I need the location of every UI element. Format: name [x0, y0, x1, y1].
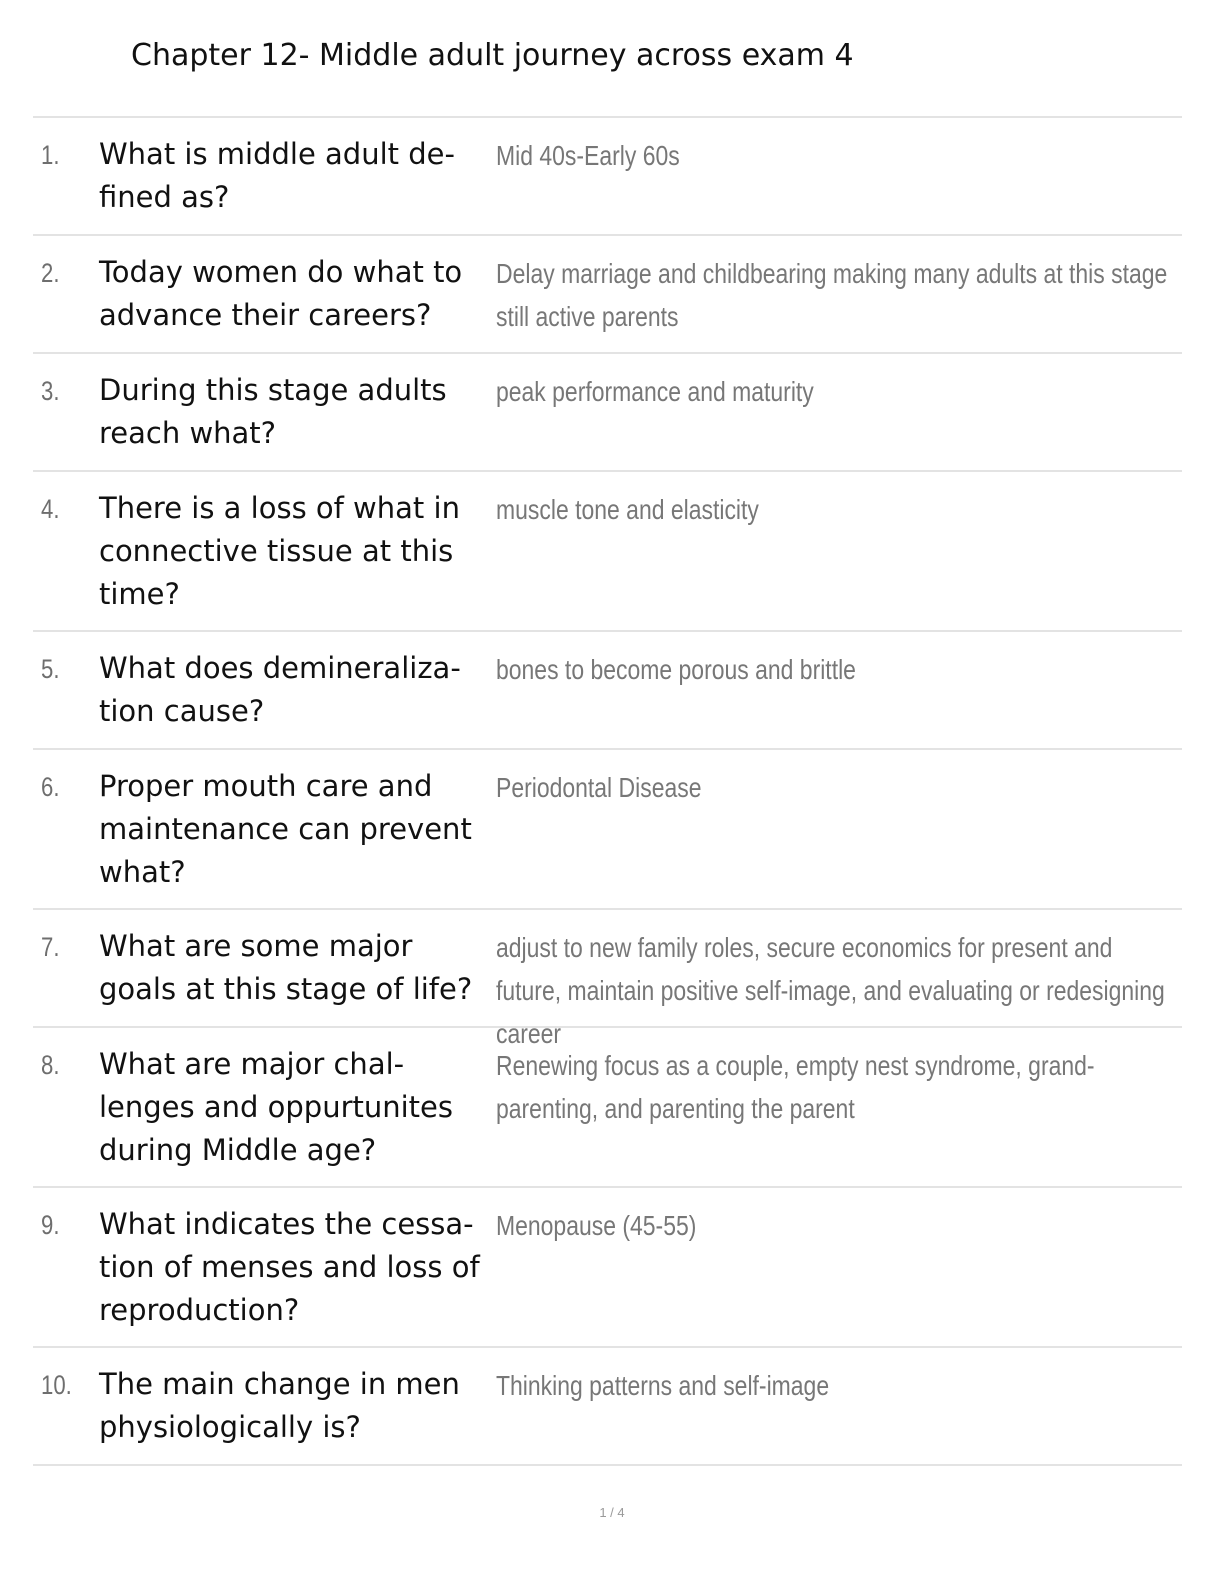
qa-row: [33, 236, 1182, 354]
answer-text: Delay marriage and childbearing making many adults at this stage still active parents: [496, 258, 1168, 332]
qa-list: [33, 116, 1182, 1466]
answer-text: peak performance and maturity: [496, 376, 814, 407]
question-text: Proper mouth care and maintenance can prevent what?: [99, 769, 472, 889]
qa-row: [33, 1028, 1182, 1188]
page-indicator: 1 / 4: [599, 1505, 625, 1520]
question-text: What are major chal- lenges and oppurtunites during Middle age?: [99, 1047, 454, 1167]
question-text: What does demineraliza- tion cause?: [99, 651, 461, 728]
answer-text: Periodontal Disease: [496, 772, 702, 803]
item-number: 2.: [41, 258, 60, 288]
qa-row: [33, 354, 1182, 472]
answer-text: bones to become porous and brittle: [496, 654, 856, 685]
answer-text: Renewing focus as a couple, empty nest syndrome, grand-parenting, and parenting the parent: [496, 1050, 1095, 1124]
item-number: 8.: [41, 1050, 60, 1080]
answer-text: adjust to new family roles, secure economics for present and future, maintain positive self-image, and evaluating or redesigning career: [496, 932, 1165, 1049]
item-number: 4.: [41, 494, 60, 524]
question-text: What is middle adult de- fined as?: [99, 137, 455, 214]
item-number: 6.: [41, 772, 60, 802]
document-title: Chapter 12- Middle adult journey across exam 4: [131, 38, 854, 73]
qa-row: [33, 472, 1182, 632]
answer-text: Menopause (45-55): [496, 1210, 697, 1241]
qa-row: [33, 1188, 1182, 1348]
qa-row: [33, 1348, 1182, 1466]
qa-row: [33, 632, 1182, 750]
question-text: Today women do what to advance their careers?: [99, 255, 463, 332]
answer-text: muscle tone and elasticity: [496, 494, 759, 525]
question-text: There is a loss of what in connective tissue at this time?: [99, 491, 460, 611]
qa-row: [33, 750, 1182, 910]
question-text: During this stage adults reach what?: [99, 373, 447, 450]
answer-text: Thinking patterns and self-image: [496, 1370, 830, 1401]
qa-row: [33, 118, 1182, 236]
item-number: 10.: [41, 1370, 72, 1400]
item-number: 3.: [41, 376, 60, 406]
item-number: 7.: [41, 932, 60, 962]
item-number: 9.: [41, 1210, 60, 1240]
question-text: What are some major goals at this stage of life?: [99, 929, 473, 1006]
answer-text: Mid 40s-Early 60s: [496, 140, 680, 171]
item-number: 5.: [41, 654, 60, 684]
question-text: The main change in men physiologically is?: [99, 1367, 460, 1444]
item-number: 1.: [41, 140, 60, 170]
question-text: What indicates the cessa- tion of menses and loss of reproduction?: [99, 1207, 480, 1327]
qa-row: [33, 910, 1182, 1049]
